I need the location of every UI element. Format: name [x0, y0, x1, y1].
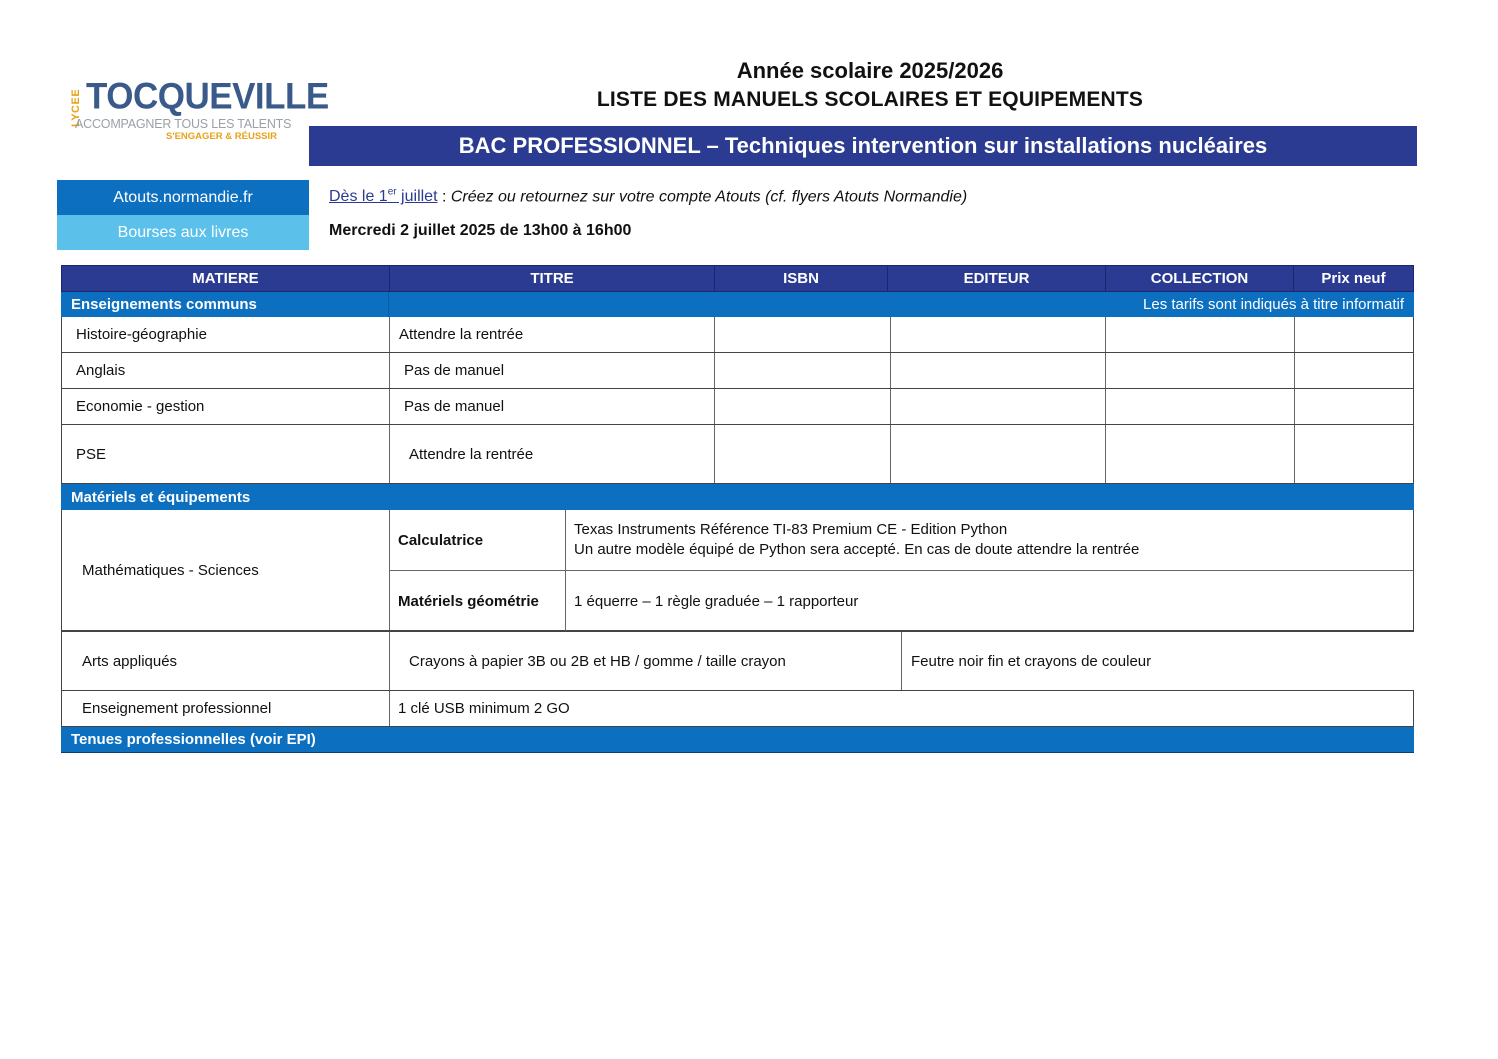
cell-editeur: [891, 425, 1106, 483]
section-label: Matériels et équipements: [71, 488, 251, 506]
logo-motto: S'ENGAGER & RÉUSSIR: [166, 131, 277, 142]
cell-collection: [1106, 389, 1295, 424]
atouts-date-link[interactable]: [329, 188, 438, 205]
section-materiels: [61, 484, 1414, 510]
bourses-info: Mercredi 2 juillet 2025 de 13h00 à 16h00: [329, 222, 632, 239]
separator: :: [437, 188, 451, 206]
logo-tagline: ACCOMPAGNER TOUS LES TALENTS: [75, 117, 292, 131]
col-isbn: ISBN: [715, 266, 888, 291]
school-logo: [70, 72, 329, 144]
table-row: [61, 389, 1414, 425]
cell-collection: [1106, 353, 1295, 388]
cell-matiere: Histoire-géographie: [62, 317, 390, 352]
atouts-info: [329, 187, 967, 206]
section-communs: [61, 292, 1414, 317]
school-year: Année scolaire 2025/2026: [736, 58, 1004, 83]
program-title: BAC PROFESSIONNEL – Techniques intervention sur installations nucléaires: [309, 126, 1417, 166]
col-prix: Prix neuf: [1321, 270, 1386, 287]
cell-matiere: Anglais: [62, 353, 390, 388]
section-label: Enseignements communs: [71, 296, 257, 313]
cell-prix: [1295, 425, 1413, 483]
cell-matiere: Economie - gestion: [62, 389, 390, 424]
detail-line-1: Texas Instruments Référence TI-83 Premium CE - Edition Python: [574, 521, 1008, 538]
atouts-text: Créez ou retournez sur votre compte Atouts (cf. flyers Atouts Normandie): [450, 188, 968, 206]
link-prefix: Dès le 1: [329, 188, 388, 206]
section-divider: [388, 292, 389, 317]
col-collection: COLLECTION: [1106, 266, 1294, 291]
bourses-tag: Bourses aux livres: [57, 215, 309, 250]
atouts-tag[interactable]: Atouts.normandie.fr: [57, 180, 309, 215]
cell-item-label: Matériels géométrie: [389, 571, 566, 631]
link-sup: er: [387, 187, 397, 198]
col-matiere: MATIERE: [62, 266, 390, 291]
cell-matiere: PSE: [62, 425, 390, 483]
cell-item-1: Crayons à papier 3B ou 2B et HB / gomme / taille crayon: [390, 632, 902, 690]
col-editeur: EDITEUR: [888, 266, 1106, 291]
cell-titre: Attendre la rentrée: [390, 317, 715, 352]
cell-matiere: Arts appliqués: [62, 632, 390, 690]
section-tenues: [61, 727, 1414, 753]
cell-titre: Pas de manuel: [390, 353, 715, 388]
section-label: Tenues professionnelles (voir EPI): [71, 731, 316, 748]
cell-item: 1 clé USB minimum 2 GO: [398, 700, 570, 717]
cell-isbn: [715, 317, 891, 352]
cell-isbn: [715, 425, 891, 483]
cell-editeur: [891, 317, 1106, 352]
table-row: [61, 353, 1414, 389]
cell-matiere: Enseignement professionnel: [62, 691, 390, 726]
cell-editeur: [891, 389, 1106, 424]
table-row-arts: [61, 631, 1414, 691]
link-suffix: juillet: [396, 188, 438, 206]
cell-titre: Attendre la rentrée: [390, 425, 715, 483]
logo-name: TOCQUEVILLE: [86, 76, 329, 117]
cell-editeur: [891, 353, 1106, 388]
cell-matiere: Mathématiques - Sciences: [62, 510, 390, 630]
logo-lycee: LYCEE: [70, 88, 82, 128]
cell-collection: [1106, 317, 1295, 352]
cell-item-detail: 1 équerre – 1 règle graduée – 1 rapporteur: [574, 592, 859, 610]
table-row: [61, 425, 1414, 484]
cell-item-2: Feutre noir fin et crayons de couleur: [911, 652, 1152, 670]
cell-item-label: Calculatrice: [389, 510, 566, 570]
cell-prix: [1295, 353, 1413, 388]
cell-isbn: [715, 389, 891, 424]
table-row-pro: [61, 691, 1414, 727]
cell-isbn: [715, 353, 891, 388]
cell-item-detail: [566, 510, 1406, 570]
cell-collection: [1106, 425, 1295, 483]
table-row: [61, 317, 1414, 353]
table-header: [61, 265, 1414, 292]
cell-prix: [1295, 317, 1413, 352]
table-row-calculatrice: [389, 510, 1414, 571]
list-title: LISTE DES MANUELS SCOLAIRES ET EQUIPEMENTS: [596, 88, 1144, 111]
detail-line-2: Un autre modèle équipé de Python sera accepté. En cas de doute attendre la rentrée: [574, 541, 1140, 558]
price-note: Les tarifs sont indiqués à titre informatif: [1143, 296, 1404, 313]
table-row-geometrie: [389, 571, 1414, 631]
col-titre: TITRE: [390, 266, 715, 291]
cell-prix: [1295, 389, 1413, 424]
cell-titre: Pas de manuel: [390, 389, 715, 424]
